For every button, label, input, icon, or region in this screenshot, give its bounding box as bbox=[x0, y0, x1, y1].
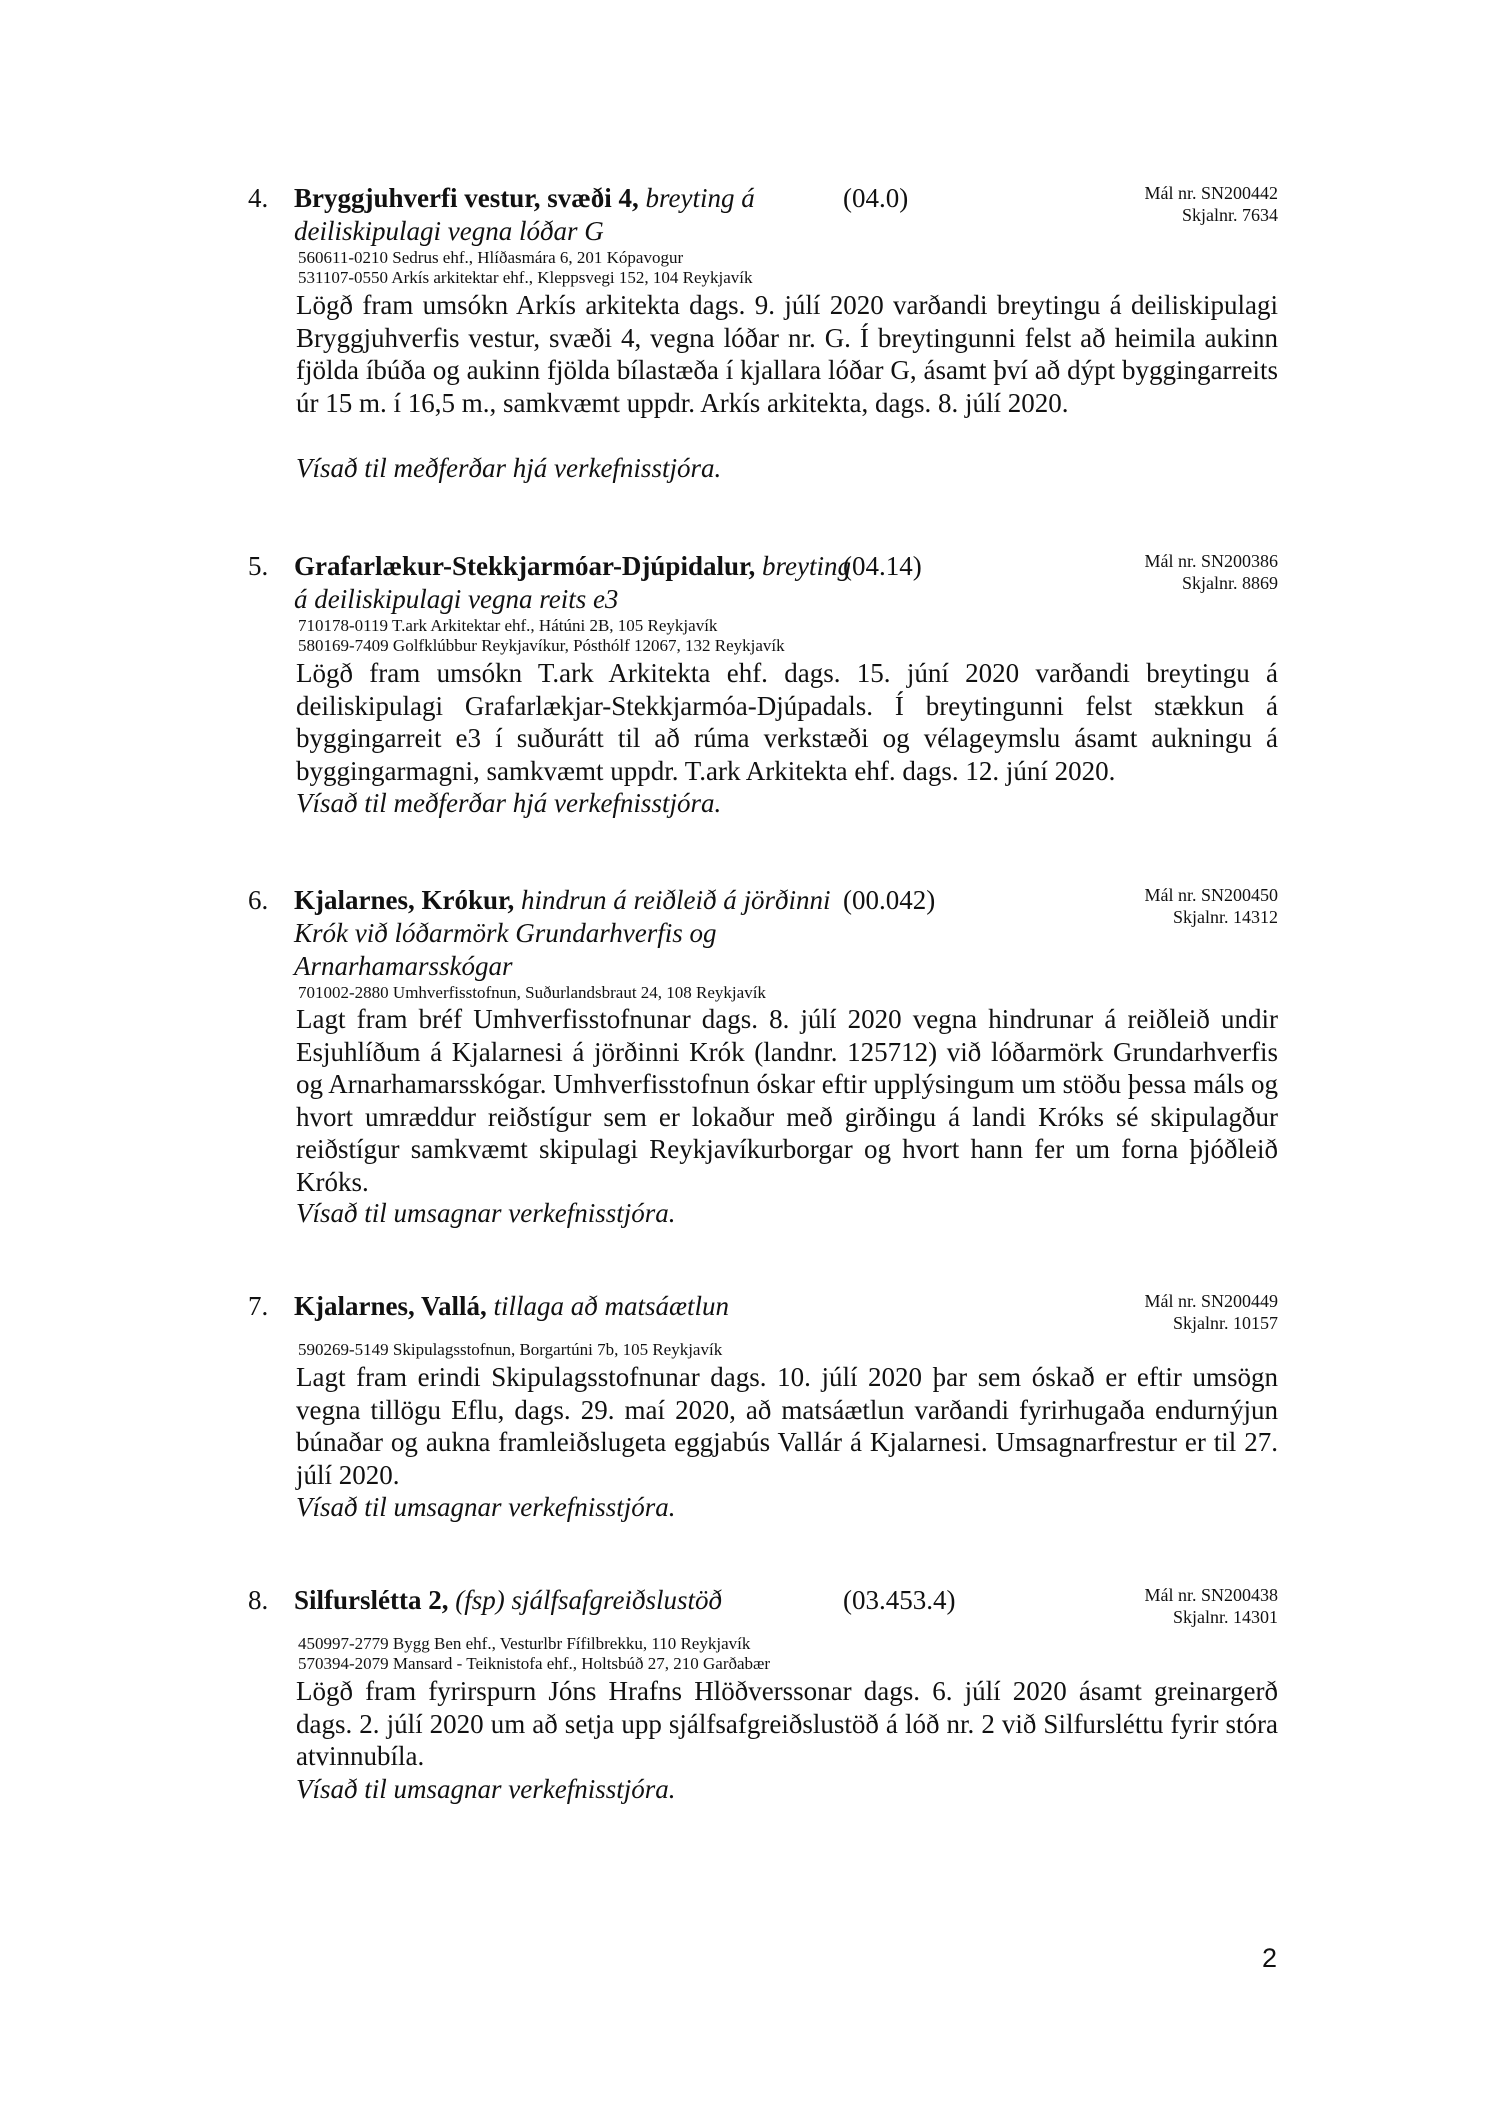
item-number: 4. bbox=[248, 183, 269, 213]
item-body: Lögð fram fyrirspurn Jóns Hrafns Hlöðverssonar dags. 6. júlí 2020 ásamt greinargerð dags. 2. júlí 2020 um að setja upp sjálfsafgreiðslustöð á lóð nr. 2 við Silfursléttu fyrir stóra atvinnubíla. bbox=[296, 1676, 1278, 1771]
item-decision: Vísað til umsagnar verkefnisstjóra. bbox=[296, 1492, 676, 1522]
item-code: (00.042) bbox=[843, 885, 936, 915]
item-decision: Vísað til umsagnar verkefnisstjóra. bbox=[296, 1198, 676, 1228]
item-title bbox=[294, 1290, 854, 1323]
parties bbox=[298, 248, 1198, 288]
case-number: Mál nr. SN200449 bbox=[1144, 1291, 1278, 1311]
item-code: (04.14) bbox=[843, 551, 922, 581]
case-info bbox=[1144, 884, 1278, 928]
item-title bbox=[294, 1584, 854, 1617]
document-number: Skjalnr. 14312 bbox=[1172, 907, 1278, 927]
item-number: 6. bbox=[248, 885, 269, 915]
document-number: Skjalnr. 14301 bbox=[1172, 1607, 1278, 1627]
parties bbox=[298, 983, 1198, 1003]
parties bbox=[298, 1634, 1198, 1674]
item-title bbox=[294, 550, 854, 616]
item-title bbox=[294, 884, 854, 983]
document-number: Skjalnr. 7634 bbox=[1181, 205, 1278, 225]
item-body: Lögð fram umsókn T.ark Arkitekta ehf. dags. 15. júní 2020 varðandi breytingu á deiliskipulagi Grafarlækjar-Stekkjarmóa-Djúpadals. Í breytingunni felst stækkun á byggingarreit e3 í suðurátt til að rúma verkstæði og vélageymslu ásamt aukningu á byggingarmagni, samkvæmt uppdr. T.ark Arkitekta ehf. dags. 12. júní 2020. bbox=[296, 658, 1278, 786]
item-number: 8. bbox=[248, 1585, 269, 1615]
item-title-bold: Kjalarnes, Krókur, bbox=[294, 885, 515, 915]
item-title-bold: Bryggjuhverfi vestur, svæði 4, bbox=[294, 183, 639, 213]
case-info bbox=[1144, 1584, 1278, 1628]
case-number: Mál nr. SN200438 bbox=[1144, 1585, 1278, 1605]
item-body: Lögð fram umsókn Arkís arkitekta dags. 9. júlí 2020 varðandi breytingu á deiliskipulagi Bryggjuhverfis vestur, svæði 4, vegna lóðar nr. G. Í breytingunni felst að heimila aukinn fjölda íbúða og aukinn fjölda bílastæða í kjallara lóðar G, ásamt því að dýpt byggingarreits úr 15 m. í 16,5 m., samkvæmt uppdr. Arkís arkitekta, dags. 8. júlí 2020. bbox=[296, 290, 1278, 418]
item-title-italic: breyting á deiliskipulagi vegna reits e3 bbox=[294, 551, 851, 614]
party: 580169-7409 Golfklúbbur Reykjavíkur, Pósthólf 12067, 132 Reykjavík bbox=[298, 636, 785, 655]
page-number: 2 bbox=[1262, 1943, 1278, 1973]
case-info bbox=[1144, 1290, 1278, 1334]
item-title-bold: Grafarlækur-Stekkjarmóar-Djúpidalur, bbox=[294, 551, 756, 581]
parties bbox=[298, 1340, 1198, 1360]
party: 570394-2079 Mansard - Teiknistofa ehf., Holtsbúð 27, 210 Garðabær bbox=[298, 1654, 771, 1673]
case-number: Mál nr. SN200450 bbox=[1144, 885, 1278, 905]
party: 560611-0210 Sedrus ehf., Hlíðasmára 6, 201 Kópavogur bbox=[298, 248, 684, 267]
party: 701002-2880 Umhverfisstofnun, Suðurlandsbraut 24, 108 Reykjavík bbox=[298, 983, 766, 1002]
item-title bbox=[294, 182, 854, 248]
parties bbox=[298, 616, 1198, 656]
party: 450997-2779 Bygg Ben ehf., Vesturlbr Fífilbrekku, 110 Reykjavík bbox=[298, 1634, 751, 1653]
party: 590269-5149 Skipulagsstofnun, Borgartúni 7b, 105 Reykjavík bbox=[298, 1340, 723, 1359]
case-info bbox=[1144, 550, 1278, 594]
document-number: Skjalnr. 10157 bbox=[1172, 1313, 1278, 1333]
item-title-italic: tillaga að matsáætlun bbox=[493, 1291, 730, 1321]
item-decision: Vísað til umsagnar verkefnisstjóra. bbox=[296, 1774, 676, 1804]
item-title-bold: Kjalarnes, Vallá, bbox=[294, 1291, 487, 1321]
item-number: 7. bbox=[248, 1291, 269, 1321]
item-title-italic: (fsp) sjálfsafgreiðslustöð bbox=[455, 1585, 723, 1615]
item-number: 5. bbox=[248, 551, 269, 581]
item-code: (04.0) bbox=[843, 183, 909, 213]
party: 531107-0550 Arkís arkitektar ehf., Kleppsvegi 152, 104 Reykjavík bbox=[298, 268, 753, 287]
item-body: Lagt fram bréf Umhverfisstofnunar dags. 8. júlí 2020 vegna hindrunar á reiðleið undir Esjuhlíðum á Kjalarnesi á jörðinni Krók (landnr. 125712) við lóðarmörk Grundarhverfis og Arnarhamarsskógar. Umhverfisstofnun óskar eftir upplýsingum um stöðu þessa máls og hvort umræddur reiðstígur sem er lokaður með girðingu á landi Króks sé skipulagður reiðstígur samkvæmt skipulagi Reykjavíkurborgar og hvort hann fer um forna þjóðleið Króks. bbox=[296, 1004, 1278, 1197]
item-body: Lagt fram erindi Skipulagsstofnunar dags. 10. júlí 2020 þar sem óskað er eftir umsögn vegna tillögu Eflu, dags. 29. maí 2020, að matsáætlun varðandi fyrirhugaða endurnýjun búnaðar og aukna framleiðslugeta eggjabús Vallár á Kjalarnesi. Umsagnarfrestur er til 27. júlí 2020. bbox=[296, 1362, 1278, 1490]
party: 710178-0119 T.ark Arkitektar ehf., Hátúni 2B, 105 Reykjavík bbox=[298, 616, 718, 635]
item-title-italic: breyting á deiliskipulagi vegna lóðar G bbox=[294, 183, 755, 246]
case-info bbox=[1144, 182, 1278, 226]
case-number: Mál nr. SN200442 bbox=[1144, 183, 1278, 203]
item-decision: Vísað til meðferðar hjá verkefnisstjóra. bbox=[296, 788, 722, 818]
item-code: (03.453.4) bbox=[843, 1585, 956, 1615]
item-decision: Vísað til meðferðar hjá verkefnisstjóra. bbox=[296, 453, 722, 483]
item-title-bold: Silfurslétta 2, bbox=[294, 1585, 449, 1615]
case-number: Mál nr. SN200386 bbox=[1144, 551, 1278, 571]
document-number: Skjalnr. 8869 bbox=[1181, 573, 1278, 593]
item-title-italic: hindrun á reiðleið á jörðinni Krók við lóðarmörk Grundarhverfis og Arnarhamarsskógar bbox=[294, 885, 831, 981]
